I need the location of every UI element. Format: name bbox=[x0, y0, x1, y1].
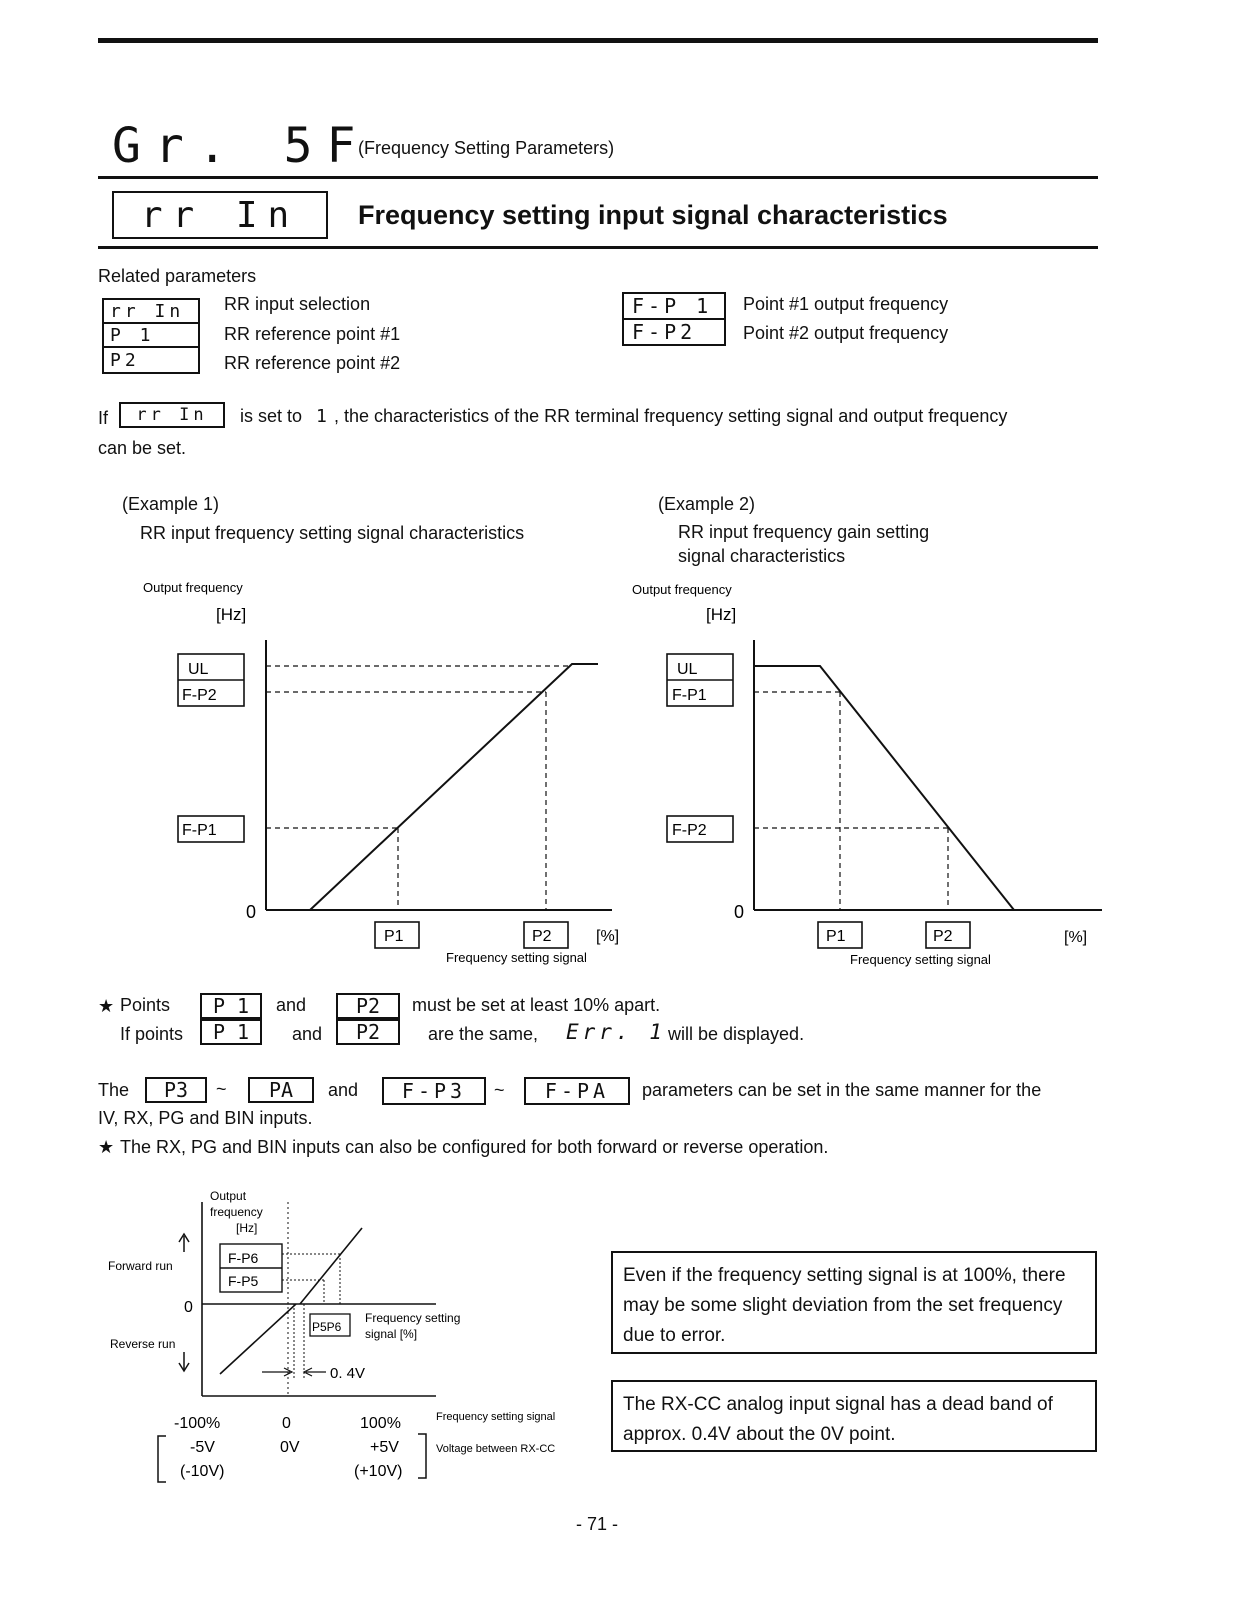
example1-x-unit: [%] bbox=[596, 928, 620, 945]
rx-scale-0: 0 bbox=[282, 1415, 291, 1432]
manner-star: ★ bbox=[98, 1137, 115, 1157]
related-label-fp2: Point #2 output frequency bbox=[743, 323, 949, 343]
example1-ytick-fp1: F-P1 bbox=[182, 822, 217, 839]
example2-x-label: Frequency setting signal bbox=[850, 952, 991, 967]
note-p1-box-2: P 1 bbox=[200, 1019, 262, 1045]
header-rule-top bbox=[98, 176, 1098, 179]
intro-value: 1 bbox=[316, 406, 327, 427]
rx-scale-neg10v: (-10V) bbox=[180, 1463, 225, 1480]
intro-is-set-to: is set to bbox=[240, 406, 303, 426]
related-label-p2: RR reference point #2 bbox=[224, 353, 401, 373]
intro-code-box: rr In bbox=[119, 402, 225, 428]
rx-forward-line bbox=[300, 1228, 362, 1304]
related-code-p2: P2 bbox=[102, 346, 200, 374]
example2-ytick-fp1: F-P1 bbox=[672, 687, 707, 704]
top-rule bbox=[98, 38, 1098, 43]
related-label-p1: RR reference point #1 bbox=[224, 324, 401, 344]
manner-fp3-box: F-P3 bbox=[382, 1077, 486, 1105]
note-p1-box: P 1 bbox=[200, 993, 262, 1019]
deadband-note-box: The RX-CC analog input signal has a dead band of approx. 0.4V about the 0V point. bbox=[611, 1380, 1097, 1452]
example2-title-line1: RR input frequency gain setting bbox=[678, 522, 930, 542]
group-code: Gr. 5F bbox=[112, 118, 370, 174]
rx-forward-label: Forward run bbox=[108, 1259, 173, 1273]
example1-ytick-ul: UL bbox=[188, 661, 209, 678]
intro-rest: , the characteristics of the RR terminal frequency setting signal and output frequency bbox=[334, 406, 1008, 426]
rx-y-unit: [Hz] bbox=[236, 1221, 258, 1235]
rx-fp6: F-P6 bbox=[228, 1250, 259, 1266]
example2-ytick-fp2: F-P2 bbox=[672, 822, 707, 839]
example1-xtick-p1: P1 bbox=[384, 928, 404, 945]
manner-rest: parameters can be set in the same manner for the bbox=[642, 1080, 1042, 1100]
rx-y-label-1: Output bbox=[210, 1189, 247, 1203]
rx-x-label-1: Frequency setting bbox=[365, 1311, 461, 1325]
manner-tilde-1: ~ bbox=[216, 1079, 227, 1099]
rx-x-label-2: signal [%] bbox=[365, 1327, 418, 1341]
manner-tilde-2: ~ bbox=[494, 1080, 505, 1100]
param-code: rr In bbox=[140, 194, 300, 236]
example2-title-line2: signal characteristics bbox=[678, 546, 846, 566]
manner-line2: IV, RX, PG and BIN inputs. bbox=[98, 1108, 313, 1128]
example2-xtick-p1: P1 bbox=[826, 928, 846, 945]
manner-the: The bbox=[98, 1080, 130, 1100]
note-points: Points bbox=[120, 995, 171, 1015]
rx-scale-pos5v: +5V bbox=[370, 1439, 399, 1456]
example1-ytick-zero: 0 bbox=[246, 902, 257, 922]
note-if-points: If points bbox=[120, 1024, 184, 1044]
rx-dead-band: 0. 4V bbox=[330, 1365, 366, 1382]
manner-pa-box: PA bbox=[248, 1077, 314, 1103]
note-err-code: Err. 1 bbox=[566, 1020, 666, 1044]
note-and-1: and bbox=[276, 995, 307, 1015]
example1-label: (Example 1) bbox=[122, 494, 220, 514]
example2-y-unit: [Hz] bbox=[706, 605, 737, 624]
related-code-rrin: rr In bbox=[102, 298, 200, 324]
related-label-rrin: RR input selection bbox=[224, 294, 371, 314]
header-rule-bottom bbox=[98, 246, 1098, 249]
rx-diagram bbox=[100, 1182, 600, 1492]
example2-series-line bbox=[754, 666, 1014, 910]
intro-if: If bbox=[98, 408, 109, 428]
page-number: - 71 - bbox=[576, 1514, 619, 1534]
group-description: (Frequency Setting Parameters) bbox=[358, 138, 615, 158]
related-heading: Related parameters bbox=[98, 266, 257, 286]
note-p2-box: P2 bbox=[336, 993, 400, 1019]
note-star-1: ★ bbox=[98, 996, 115, 1016]
param-title: Frequency setting input signal characteristics bbox=[358, 200, 948, 230]
example2-chart bbox=[620, 572, 1120, 972]
example1-y-label: Output frequency bbox=[143, 580, 243, 595]
example1-title: RR input frequency setting signal characteristics bbox=[140, 523, 525, 543]
related-label-fp1: Point #1 output frequency bbox=[743, 294, 949, 314]
note-and-2: and bbox=[292, 1024, 323, 1044]
manner-line3: The RX, PG and BIN inputs can also be configured for both forward or reverse operation. bbox=[120, 1137, 829, 1157]
example2-ytick-zero: 0 bbox=[734, 902, 745, 922]
note-same: are the same, bbox=[428, 1024, 539, 1044]
example2-xtick-p2: P2 bbox=[933, 928, 953, 945]
rx-fp5: F-P5 bbox=[228, 1273, 259, 1289]
rx-reverse-line bbox=[220, 1304, 296, 1374]
note-p2-box-2: P2 bbox=[336, 1019, 400, 1045]
example2-label: (Example 2) bbox=[658, 494, 756, 514]
example1-xtick-p2: P2 bbox=[532, 928, 552, 945]
rx-scale-pos10v: (+10V) bbox=[354, 1463, 403, 1480]
rx-scale-neg100: -100% bbox=[174, 1415, 221, 1432]
rx-scale-0v: 0V bbox=[280, 1439, 300, 1456]
rx-y-label-2: frequency bbox=[210, 1205, 263, 1219]
example1-ytick-fp2: F-P2 bbox=[182, 687, 217, 704]
manner-fpa-box: F-PA bbox=[524, 1077, 630, 1105]
manner-p3-box: P3 bbox=[145, 1077, 207, 1103]
error-note-box: Even if the frequency setting signal is at 100%, there may be some slight deviation from the set frequency due to error. bbox=[611, 1251, 1097, 1354]
rx-volt-label: Voltage between RX-CC bbox=[436, 1443, 556, 1455]
example1-y-unit: [Hz] bbox=[216, 605, 247, 624]
related-code-fp2: F-P2 bbox=[622, 318, 726, 346]
manner-and: and bbox=[328, 1080, 359, 1100]
related-code-fp1: F-P 1 bbox=[622, 292, 726, 320]
rx-scale-label: Frequency setting signal bbox=[436, 1411, 556, 1423]
rx-reverse-label: Reverse run bbox=[110, 1337, 176, 1351]
example1-chart bbox=[130, 572, 630, 972]
example2-y-label: Output frequency bbox=[632, 582, 732, 597]
rx-zero: 0 bbox=[184, 1299, 193, 1316]
example2-x-unit: [%] bbox=[1064, 929, 1088, 946]
rx-scale-100: 100% bbox=[360, 1415, 401, 1432]
rx-p5p6: P5P6 bbox=[312, 1320, 342, 1334]
note-apart: must be set at least 10% apart. bbox=[412, 995, 661, 1015]
example1-x-label: Frequency setting signal bbox=[446, 950, 587, 965]
intro-line2: can be set. bbox=[98, 438, 187, 458]
example2-ytick-ul: UL bbox=[677, 661, 698, 678]
example1-series-line bbox=[310, 664, 598, 910]
note-displayed: will be displayed. bbox=[668, 1024, 805, 1044]
param-code-box bbox=[112, 191, 328, 239]
related-code-p1: P 1 bbox=[102, 322, 200, 348]
rx-scale-neg5v: -5V bbox=[190, 1439, 215, 1456]
